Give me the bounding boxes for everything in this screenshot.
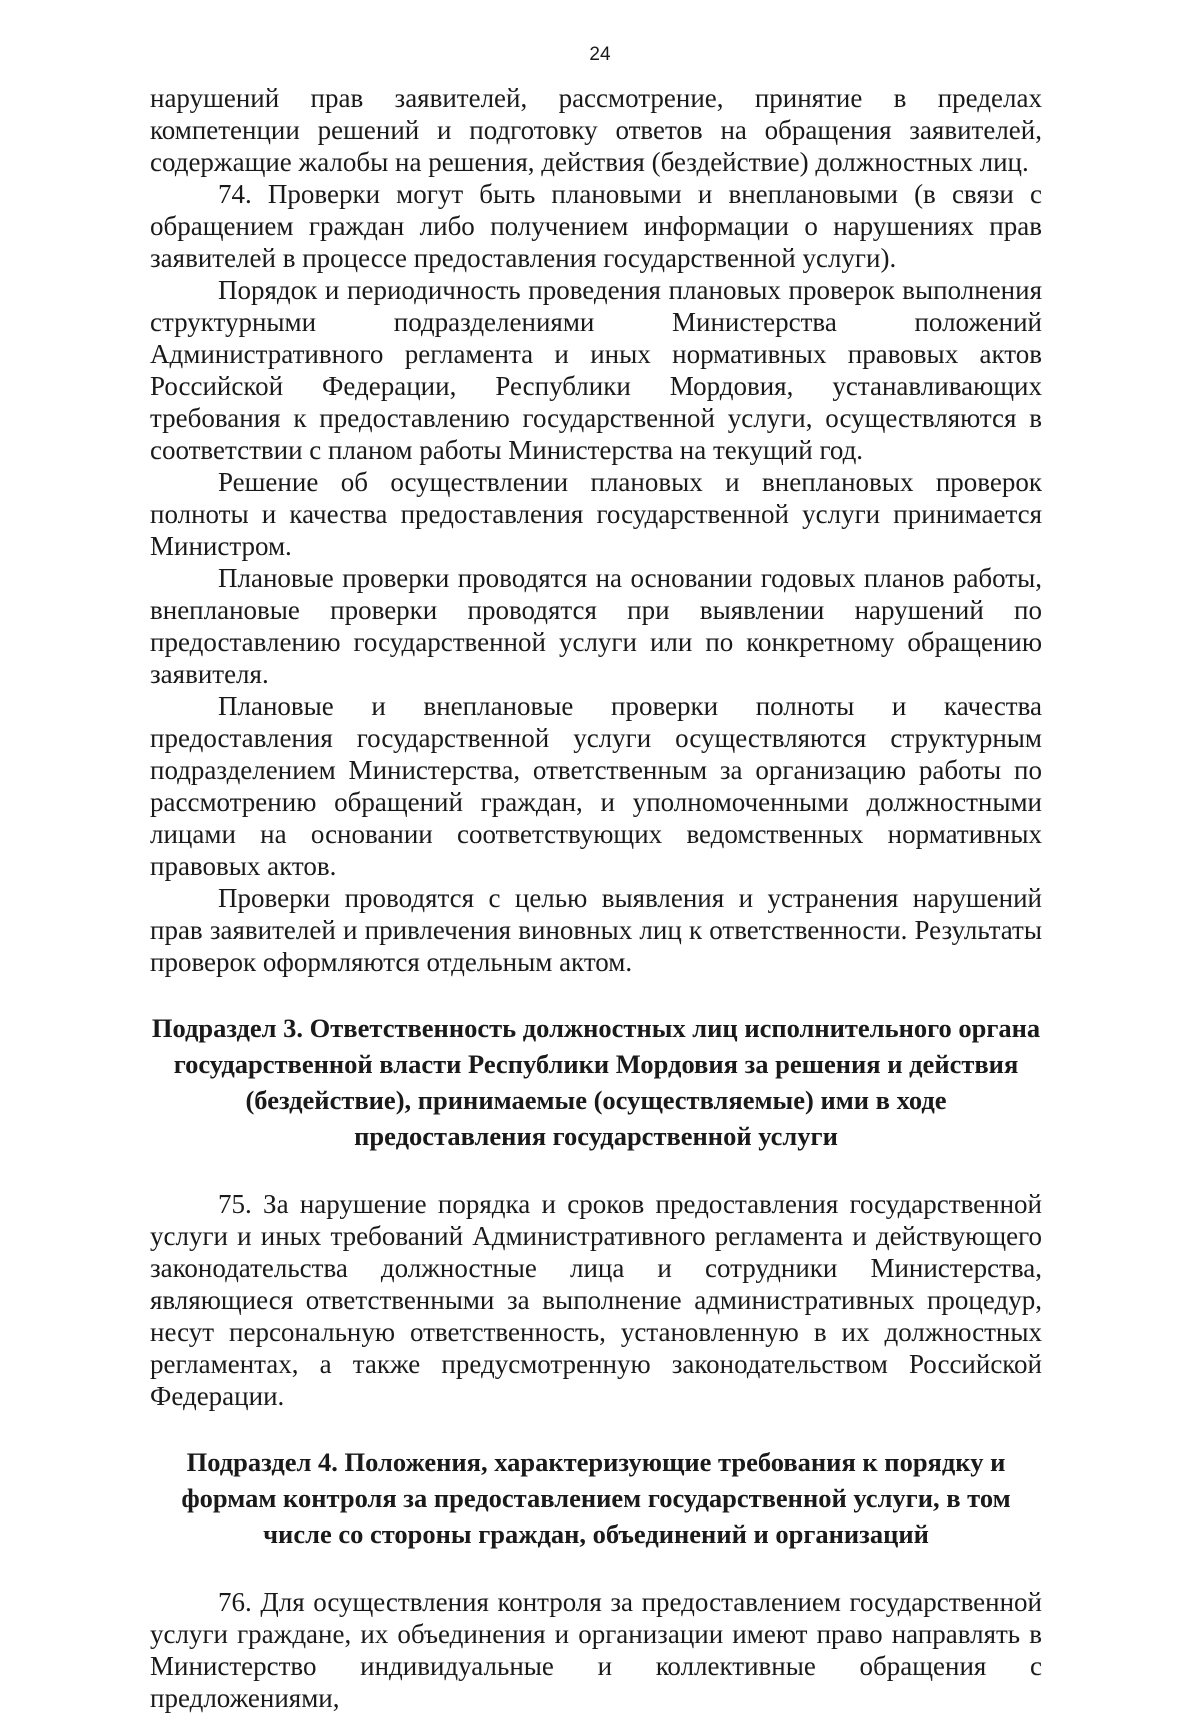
document-body bbox=[150, 82, 1042, 1714]
spacer bbox=[150, 1154, 1042, 1188]
paragraph-planned-checks-basis: Плановые проверки проводятся на основании годовых планов работы, внеплановые проверки проводятся при выявлении нарушений по предоставлению государственной услуги или по конкретному обращению заявителя. bbox=[150, 563, 1042, 689]
paragraph-planned-checks-order: Порядок и периодичность проведения плановых проверок выполнения структурными подразделениями Министерства положений Административного регламента и иных нормативных правовых актов Российской Федерации, Республики Мордовия, устанавливающих требования к предоставлению государственной услуги, осуществляются в соответствии с планом работы Министерства на текущий год. bbox=[150, 275, 1042, 465]
paragraph-checks-purpose: Проверки проводятся с целью выявления и устранения нарушений прав заявителей и привлечения виновных лиц к ответственности. Результаты проверок оформляются отдельным актом. bbox=[150, 883, 1042, 977]
paragraph-74: 74. Проверки могут быть плановыми и внеплановыми (в связи с обращением граждан либо получением информации о нарушениях прав заявителей в процессе предоставления государственной услуги). bbox=[150, 179, 1042, 273]
paragraph-checks-decision: Решение об осуществлении плановых и внеплановых проверок полноты и качества предоставления государственной услуги принимается Министром. bbox=[150, 467, 1042, 561]
paragraph-continuation: нарушений прав заявителей, рассмотрение, принятие в пределах компетенции решений и подготовку ответов на обращения заявителей, содержащие жалобы на решения, действия (бездействие) должностных лиц. bbox=[150, 83, 1042, 177]
section-heading-4: Подраздел 4. Положения, характеризующие требования к порядку и формам контроля за предоставлением государственной услуги, в том числе со стороны граждан, объединений и организаций bbox=[181, 1447, 1011, 1549]
paragraph-checks-performers: Плановые и внеплановые проверки полноты и качества предоставления государственной услуги осуществляются структурным подразделением Министерства, ответственным за организацию работы по рассмотрению обращений граждан, и уполномоченными должностными лицами на основании соответствующих ведомственных нормативных правовых актов. bbox=[150, 691, 1042, 881]
section-heading-3: Подраздел 3. Ответственность должностных лиц исполнительного органа государственной власти Республики Мордовия за решения и действия (бездействие), принимаемые (осуществляемые) ими в ходе предоставления государственной услуги bbox=[151, 1013, 1041, 1151]
spacer bbox=[150, 978, 1042, 1010]
spacer bbox=[150, 1552, 1042, 1586]
paragraph-76: 76. Для осуществления контроля за предоставлением государственной услуги граждане, их объединения и организации имеют право направлять в Министерство индивидуальные и коллективные обращения с предложениями, bbox=[150, 1587, 1042, 1713]
page-number: 24 bbox=[589, 44, 611, 65]
paragraph-75: 75. За нарушение порядка и сроков предоставления государственной услуги и иных требований Административного регламента и действующего законодательства должностные лица и сотрудники Министерства, являющиеся ответственными за выполнение административных процедур, несут персональную ответственность, установленную в их должностных регламентах, а также предусмотренную законодательством Российской Федерации. bbox=[150, 1189, 1042, 1411]
spacer bbox=[150, 1412, 1042, 1444]
